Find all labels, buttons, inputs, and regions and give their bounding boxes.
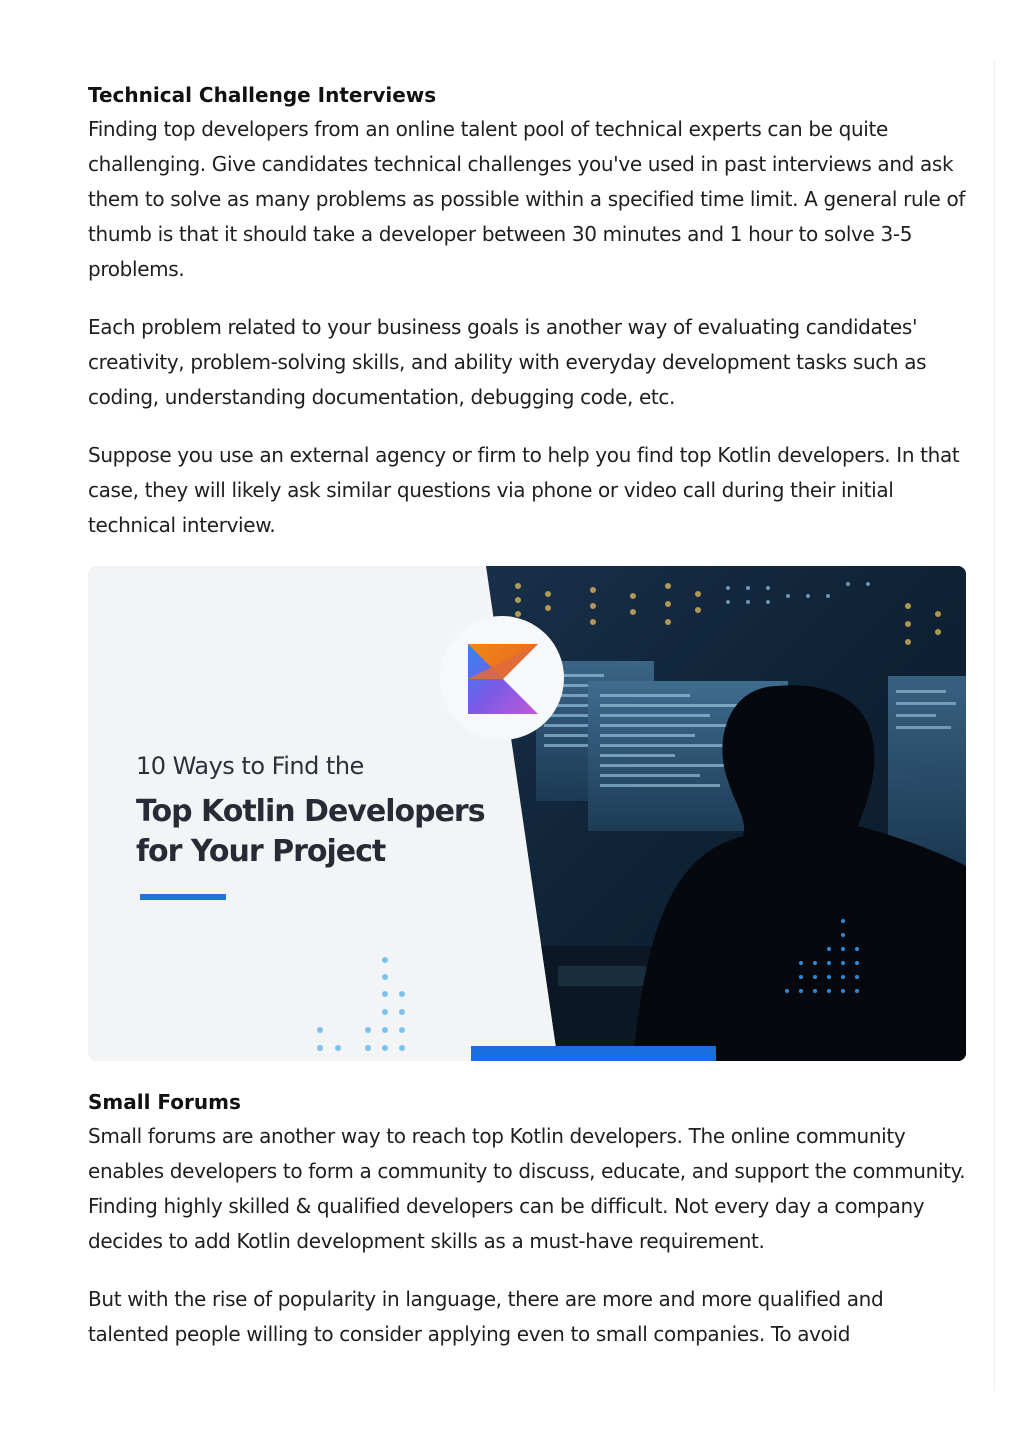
page-edge-divider xyxy=(994,60,995,1390)
paragraph-technical-2: Each problem related to your business goals is another way of evaluating candidates' creativity, problem-solving skills, and ability with everyday development tasks such as coding, understanding documentation, debugging code, etc. xyxy=(88,315,927,409)
banner-title-line-2: for Your Project xyxy=(136,834,386,869)
banner-title-line-1: Top Kotlin Developers xyxy=(136,794,485,829)
banner-accent-underline xyxy=(140,894,226,900)
paragraph-forums-2: But with the rise of popularity in language, there are more and more qualified and talented people willing to consider applying even to small companies. To avoid xyxy=(88,1287,884,1346)
article-banner-image xyxy=(88,566,966,1061)
banner-subtitle: 10 Ways to Find the xyxy=(136,752,364,780)
article-body xyxy=(88,78,968,1375)
paragraph-technical-1: Finding top developers from an online talent pool of technical experts can be quite challenging. Give candidates technical challenges you've used in past interviews and ask them to solve as many problems as possible within a specified time limit. A general rule of thumb is that it should take a developer between 30 minutes and 1 hour to solve 3-5 problems. xyxy=(88,117,966,281)
section-heading-small-forums: Small Forums xyxy=(88,1090,241,1114)
paragraph-forums-1: Small forums are another way to reach top Kotlin developers. The online community enables developers to form a community to discuss, educate, and support the community. Finding highly skilled & qualified developers can be difficult. Not every day a company decides to add Kotlin development skills as a must-have requirement. xyxy=(88,1124,966,1253)
banner-bottom-bar xyxy=(471,1046,716,1061)
kotlin-logo-icon xyxy=(440,616,564,740)
paragraph-technical-3: Suppose you use an external agency or firm to help you find top Kotlin developers. In that case, they will likely ask similar questions via phone or video call during their initial technical interview. xyxy=(88,443,960,537)
section-heading-technical-challenge: Technical Challenge Interviews xyxy=(88,83,437,107)
